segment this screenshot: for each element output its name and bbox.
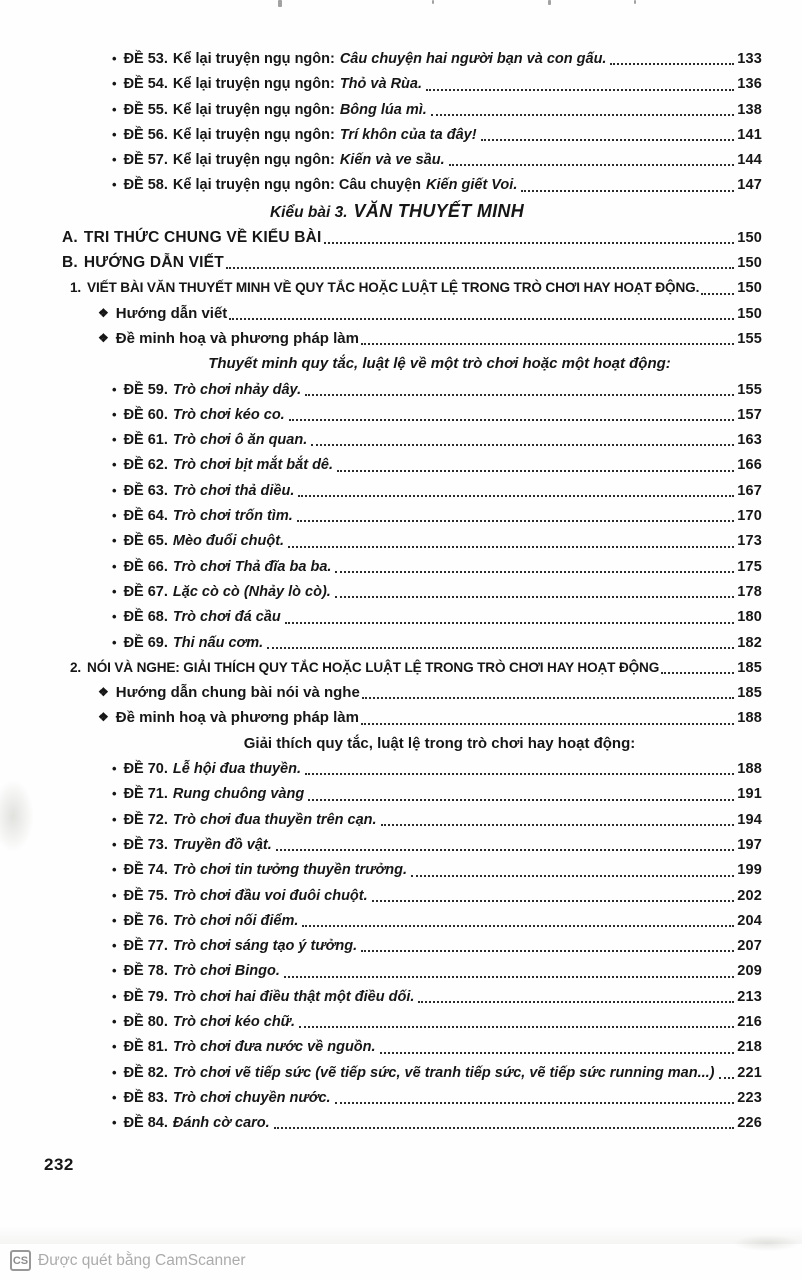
page-ref: 194 bbox=[737, 811, 762, 828]
dot-leader bbox=[418, 1001, 734, 1003]
toc-entry-row bbox=[62, 554, 762, 579]
entry-number: ĐỀ 57. bbox=[123, 152, 168, 169]
entry-number: 1. bbox=[70, 280, 82, 296]
entry-label: Kể lại truyện ngụ ngôn: bbox=[172, 152, 335, 169]
bullet-icon: • bbox=[112, 1115, 117, 1131]
entry-label: Kể lại truyện ngụ ngôn: bbox=[172, 76, 335, 93]
toc-letter-row bbox=[62, 250, 762, 275]
entry-number: ĐỀ 65. bbox=[123, 533, 168, 550]
bullet-icon: • bbox=[112, 887, 117, 903]
page-ref: 166 bbox=[737, 457, 762, 474]
toc-entry-row bbox=[62, 1085, 762, 1110]
page-ref: 226 bbox=[737, 1115, 762, 1132]
dot-leader bbox=[337, 470, 734, 472]
entry-label: Hướng dẫn chung bài nói và nghe bbox=[115, 684, 360, 702]
bullet-icon: • bbox=[112, 963, 117, 979]
entry-number: ĐỀ 81. bbox=[123, 1039, 168, 1056]
entry-title: Trò chơi trốn tìm. bbox=[172, 508, 293, 525]
page-ref: 185 bbox=[737, 659, 762, 676]
group-heading: Thuyết minh quy tắc, luật lệ về một trò chơi hoặc một hoạt động: bbox=[208, 355, 671, 373]
entry-number: ĐỀ 77. bbox=[123, 938, 168, 955]
toc-entry-row bbox=[62, 933, 762, 958]
page-ref: 204 bbox=[737, 912, 762, 929]
dot-leader bbox=[289, 419, 734, 421]
toc-entry-row bbox=[62, 1034, 762, 1059]
diamond-icon: ❖ bbox=[98, 330, 109, 345]
bullet-icon: • bbox=[112, 634, 117, 650]
dot-leader bbox=[305, 773, 734, 775]
bullet-icon: • bbox=[112, 432, 117, 448]
dot-leader bbox=[521, 190, 734, 192]
dot-leader bbox=[308, 799, 734, 801]
dot-leader bbox=[335, 571, 734, 573]
toc-numbered-row bbox=[62, 275, 762, 300]
entry-label: NÓI VÀ NGHE: GIẢI THÍCH QUY TẮC HOẶC LUẬT LỆ TRONG TRÒ CHƠI HAY HOẠT ĐỘNG bbox=[87, 659, 660, 675]
page-ref: 202 bbox=[737, 887, 762, 904]
entry-number: ĐỀ 73. bbox=[123, 836, 168, 853]
bullet-icon: • bbox=[112, 381, 117, 397]
page-ref: 188 bbox=[737, 710, 762, 727]
toc-diamond-row bbox=[62, 705, 762, 730]
toc-entry-row bbox=[62, 781, 762, 806]
entry-title: Trò chơi kéo co. bbox=[172, 406, 285, 423]
dot-leader bbox=[719, 1077, 735, 1079]
toc-entry-row bbox=[62, 807, 762, 832]
page-ref: 150 bbox=[737, 255, 762, 272]
entry-title: Trò chơi kéo chữ. bbox=[172, 1013, 296, 1030]
entry-title: Trò chơi chuyền nước. bbox=[172, 1089, 331, 1106]
page-ref: 221 bbox=[737, 1064, 762, 1081]
entry-number: B. bbox=[62, 254, 78, 272]
entry-number: A. bbox=[62, 228, 78, 246]
entry-number: ĐỀ 80. bbox=[123, 1013, 168, 1030]
toc-numbered-row bbox=[62, 655, 762, 680]
bullet-icon: • bbox=[112, 177, 117, 193]
toc-entry-row bbox=[62, 630, 762, 655]
entry-number: ĐỀ 66. bbox=[123, 558, 168, 575]
entry-title: Trò chơi vẽ tiếp sức (vẽ tiếp sức, vẽ tranh tiếp sức, vẽ tiếp sức running man...) bbox=[172, 1064, 715, 1081]
entry-number: ĐỀ 55. bbox=[123, 101, 168, 118]
toc-diamond-row bbox=[62, 680, 762, 705]
toc-entry-row bbox=[62, 478, 762, 503]
entry-number: ĐỀ 64. bbox=[123, 508, 168, 525]
bullet-icon: • bbox=[112, 786, 117, 802]
entry-title: Trò chơi Thả đĩa ba ba. bbox=[172, 558, 332, 575]
entry-number: ĐỀ 59. bbox=[123, 381, 168, 398]
dot-leader bbox=[299, 1026, 734, 1028]
camscanner-watermark bbox=[10, 1250, 246, 1271]
entry-number: ĐỀ 61. bbox=[123, 432, 168, 449]
toc-entry-row bbox=[62, 402, 762, 427]
entry-label: VIẾT BÀI VĂN THUYẾT MINH VỀ QUY TẮC HOẶC LUẬT LỆ TRONG TRÒ CHƠI HAY HOẠT ĐỘNG. bbox=[87, 280, 700, 296]
bullet-icon: • bbox=[112, 457, 117, 473]
page-ref: 155 bbox=[737, 381, 762, 398]
dot-leader bbox=[267, 647, 734, 649]
dot-leader bbox=[362, 697, 734, 699]
entry-number: ĐỀ 58. bbox=[123, 177, 168, 194]
dot-leader bbox=[335, 1102, 735, 1104]
entry-label: Đề minh hoạ và phương pháp làm bbox=[115, 709, 359, 727]
entry-title: Trò chơi nối điểm. bbox=[172, 912, 299, 929]
page-ref: 180 bbox=[737, 609, 762, 626]
dot-leader bbox=[285, 622, 735, 624]
scan-speck bbox=[432, 0, 434, 4]
entry-number: ĐỀ 82. bbox=[123, 1064, 168, 1081]
bullet-icon: • bbox=[112, 482, 117, 498]
bullet-icon: • bbox=[112, 1039, 117, 1055]
bullet-icon: • bbox=[112, 862, 117, 878]
entry-title: Rung chuông vàng bbox=[172, 786, 305, 803]
page-number: 232 bbox=[44, 1155, 74, 1174]
bullet-icon: • bbox=[112, 533, 117, 549]
entry-number: 2. bbox=[70, 659, 82, 675]
page-ref: 216 bbox=[737, 1013, 762, 1030]
entry-label: Hướng dẫn viết bbox=[115, 304, 228, 322]
dot-leader bbox=[298, 495, 734, 497]
bullet-icon: • bbox=[112, 51, 117, 66]
entry-title: Trò chơi đưa nước về nguồn. bbox=[172, 1039, 376, 1056]
entry-title: Trí khôn của ta đây! bbox=[339, 126, 477, 143]
page-ref: 175 bbox=[737, 558, 762, 575]
dot-leader bbox=[274, 1127, 735, 1129]
bullet-icon: • bbox=[112, 152, 117, 168]
entry-title: Trò chơi sáng tạo ý tưởng. bbox=[172, 938, 358, 955]
entry-number: ĐỀ 72. bbox=[123, 811, 168, 828]
camscanner-label: Được quét bằng CamScanner bbox=[38, 1251, 246, 1269]
page-ref: 197 bbox=[737, 836, 762, 853]
dot-leader bbox=[361, 343, 734, 345]
dot-leader bbox=[411, 875, 734, 877]
scan-speck bbox=[278, 0, 282, 7]
dot-leader bbox=[305, 394, 734, 396]
page-ref: 157 bbox=[737, 406, 762, 423]
entry-title: Trò chơi nhảy dây. bbox=[172, 381, 302, 398]
bullet-icon: • bbox=[112, 76, 117, 92]
toc-entry-row bbox=[62, 427, 762, 452]
toc-entry-row bbox=[62, 377, 762, 402]
entry-title: Trò chơi Bingo. bbox=[172, 963, 280, 980]
page-ref: 173 bbox=[737, 533, 762, 550]
entry-title: Thỏ và Rùa. bbox=[339, 76, 423, 93]
entry-title: Lặc cò cò (Nhảy lò cò). bbox=[172, 583, 331, 600]
entry-number: ĐỀ 53. bbox=[123, 51, 168, 67]
toc bbox=[0, 46, 802, 1135]
page-ref: 141 bbox=[737, 126, 762, 143]
page-ref: 150 bbox=[737, 229, 762, 246]
dot-leader bbox=[276, 849, 734, 851]
bullet-icon: • bbox=[112, 101, 117, 117]
scan-smudge bbox=[722, 1232, 802, 1254]
page-ref: 178 bbox=[737, 583, 762, 600]
toc-entry-row bbox=[62, 908, 762, 933]
entry-label: Kể lại truyện ngụ ngôn: bbox=[172, 126, 335, 143]
dot-leader bbox=[431, 114, 734, 116]
toc-entry-row bbox=[62, 883, 762, 908]
entry-number: ĐỀ 74. bbox=[123, 862, 168, 879]
toc-entry-row bbox=[62, 1060, 762, 1085]
dot-leader bbox=[361, 723, 734, 725]
page-ref: 133 bbox=[737, 51, 762, 67]
entry-number: ĐỀ 54. bbox=[123, 76, 168, 93]
entry-title: Thi nấu cơm. bbox=[172, 634, 264, 651]
entry-label: Kể lại truyện ngụ ngôn: bbox=[172, 101, 335, 118]
entry-title: Truyền đồ vật. bbox=[172, 836, 272, 853]
dot-leader bbox=[426, 89, 734, 91]
toc-entry-row bbox=[62, 147, 762, 172]
scan-speck bbox=[548, 0, 551, 5]
entry-title: Lễ hội đua thuyền. bbox=[172, 761, 301, 778]
toc-entry-row bbox=[62, 452, 762, 477]
page-ref: 188 bbox=[737, 761, 762, 778]
dot-leader bbox=[481, 139, 735, 141]
page-ref: 199 bbox=[737, 862, 762, 879]
entry-label: Kể lại truyện ngụ ngôn: Câu chuyện bbox=[172, 177, 422, 194]
page-ref: 185 bbox=[737, 685, 762, 702]
entry-number: ĐỀ 70. bbox=[123, 761, 168, 778]
entry-title: Trò chơi ô ăn quan. bbox=[172, 432, 308, 449]
camscanner-icon: CS bbox=[10, 1250, 31, 1271]
entry-number: ĐỀ 78. bbox=[123, 963, 168, 980]
group-heading: Giải thích quy tắc, luật lệ trong trò chơi hay hoạt động: bbox=[243, 734, 636, 752]
entry-number: ĐỀ 75. bbox=[123, 887, 168, 904]
entry-title: Trò chơi thả diều. bbox=[172, 482, 295, 499]
toc-entry-row bbox=[62, 46, 762, 71]
bullet-icon: • bbox=[112, 126, 117, 142]
toc-diamond-row bbox=[62, 301, 762, 326]
dot-leader bbox=[610, 63, 734, 65]
entry-number: ĐỀ 67. bbox=[123, 583, 168, 600]
toc-entry-row bbox=[62, 1009, 762, 1034]
entry-title: Trò chơi đầu voi đuôi chuột. bbox=[172, 887, 368, 904]
entry-number: ĐỀ 76. bbox=[123, 912, 168, 929]
dot-leader bbox=[361, 950, 734, 952]
bullet-icon: • bbox=[112, 1089, 117, 1105]
toc-letter-row bbox=[62, 225, 762, 250]
entry-number: ĐỀ 71. bbox=[123, 786, 168, 803]
scan-edge-shadow bbox=[0, 1226, 802, 1244]
bullet-icon: • bbox=[112, 836, 117, 852]
bullet-icon: • bbox=[112, 508, 117, 524]
entry-label: Đề minh hoạ và phương pháp làm bbox=[115, 329, 359, 347]
dot-leader bbox=[311, 444, 734, 446]
chapter-kicker: Kiểu bài 3. bbox=[269, 203, 348, 221]
page-ref: 218 bbox=[737, 1039, 762, 1056]
dot-leader bbox=[335, 596, 734, 598]
entry-title: Trò chơi đua thuyền trên cạn. bbox=[172, 811, 377, 828]
page-ref: 223 bbox=[737, 1089, 762, 1106]
page-ref: 207 bbox=[737, 938, 762, 955]
diamond-icon: ❖ bbox=[98, 305, 109, 320]
dot-leader bbox=[381, 824, 735, 826]
bullet-icon: • bbox=[112, 558, 117, 574]
toc-entry-row bbox=[62, 172, 762, 197]
dot-leader bbox=[284, 976, 734, 978]
page-ref: 209 bbox=[737, 963, 762, 980]
page-ref: 138 bbox=[737, 101, 762, 118]
page-ref: 136 bbox=[737, 76, 762, 93]
toc-entry-row bbox=[62, 503, 762, 528]
dot-leader bbox=[324, 242, 735, 244]
entry-label: TRI THỨC CHUNG VỀ KIỂU BÀI bbox=[83, 228, 322, 246]
page-ref: 155 bbox=[737, 330, 762, 347]
page-ref: 150 bbox=[737, 280, 762, 297]
toc-entry-row bbox=[62, 97, 762, 122]
bullet-icon: • bbox=[112, 609, 117, 625]
page-ref: 191 bbox=[737, 786, 762, 803]
chapter-title: VĂN THUYẾT MINH bbox=[353, 200, 525, 221]
toc-entry-row bbox=[62, 579, 762, 604]
toc-entry-row bbox=[62, 958, 762, 983]
toc-entry-row bbox=[62, 604, 762, 629]
entry-title: Trò chơi hai điều thật một điều dối. bbox=[172, 988, 415, 1005]
bullet-icon: • bbox=[112, 988, 117, 1004]
entry-title: Trò chơi tin tưởng thuyền trưởng. bbox=[172, 862, 408, 879]
entry-title: Trò chơi bịt mắt bắt dê. bbox=[172, 457, 334, 474]
page-ref: 144 bbox=[737, 152, 762, 169]
entry-number: ĐỀ 79. bbox=[123, 988, 168, 1005]
entry-number: ĐỀ 63. bbox=[123, 482, 168, 499]
bullet-icon: • bbox=[112, 1013, 117, 1029]
entry-number: ĐỀ 84. bbox=[123, 1115, 168, 1132]
page-ref: 213 bbox=[737, 988, 762, 1005]
dot-leader bbox=[372, 900, 735, 902]
toc-entry-row bbox=[62, 832, 762, 857]
bullet-icon: • bbox=[112, 761, 117, 777]
entry-title: Câu chuyện hai người bạn và con gấu. bbox=[339, 51, 607, 67]
entry-title: Đánh cờ caro. bbox=[172, 1115, 270, 1132]
entry-title: Kiến và ve sầu. bbox=[339, 152, 445, 169]
entry-label: HƯỚNG DẪN VIẾT bbox=[83, 254, 224, 272]
toc-diamond-row bbox=[62, 326, 762, 351]
page-ref: 170 bbox=[737, 508, 762, 525]
entry-number: ĐỀ 69. bbox=[123, 634, 168, 651]
toc-entry-row bbox=[62, 528, 762, 553]
dot-leader bbox=[302, 925, 734, 927]
entry-number: ĐỀ 62. bbox=[123, 457, 168, 474]
entry-number: ĐỀ 56. bbox=[123, 126, 168, 143]
bullet-icon: • bbox=[112, 938, 117, 954]
bullet-icon: • bbox=[112, 912, 117, 928]
scan-speck bbox=[634, 0, 636, 4]
bullet-icon: • bbox=[112, 583, 117, 599]
dot-leader bbox=[701, 293, 734, 295]
toc-entry-row bbox=[62, 857, 762, 882]
diamond-icon: ❖ bbox=[98, 710, 109, 725]
page-ref: 147 bbox=[737, 177, 762, 194]
toc-entry-row bbox=[62, 1110, 762, 1135]
dot-leader bbox=[380, 1052, 735, 1054]
entry-label: Kể lại truyện ngụ ngôn: bbox=[172, 51, 335, 67]
dot-leader bbox=[661, 672, 734, 674]
bullet-icon: • bbox=[112, 406, 117, 422]
page-ref: 163 bbox=[737, 432, 762, 449]
bullet-icon: • bbox=[112, 1064, 117, 1080]
toc-entry-row bbox=[62, 756, 762, 781]
entry-number: ĐỀ 60. bbox=[123, 406, 168, 423]
dot-leader bbox=[297, 520, 734, 522]
toc-entry-row bbox=[62, 71, 762, 96]
entry-number: ĐỀ 68. bbox=[123, 609, 168, 626]
entry-title: Bông lúa mì. bbox=[339, 101, 427, 118]
entry-number: ĐỀ 83. bbox=[123, 1089, 168, 1106]
dot-leader bbox=[226, 267, 734, 269]
diamond-icon: ❖ bbox=[98, 685, 109, 700]
page-ref: 150 bbox=[737, 305, 762, 322]
page-ref: 167 bbox=[737, 482, 762, 499]
dot-leader bbox=[229, 318, 734, 320]
page-ref: 182 bbox=[737, 634, 762, 651]
entry-title: Kiến giết Voi. bbox=[426, 177, 518, 194]
chapter-heading bbox=[62, 198, 762, 225]
toc-entry-row bbox=[62, 984, 762, 1009]
toc-entry-row bbox=[62, 122, 762, 147]
bullet-icon: • bbox=[112, 811, 117, 827]
entry-title: Trò chơi đá cầu bbox=[172, 609, 281, 626]
dot-leader bbox=[288, 546, 734, 548]
dot-leader bbox=[449, 164, 735, 166]
entry-title: Mèo đuổi chuột. bbox=[172, 533, 285, 550]
